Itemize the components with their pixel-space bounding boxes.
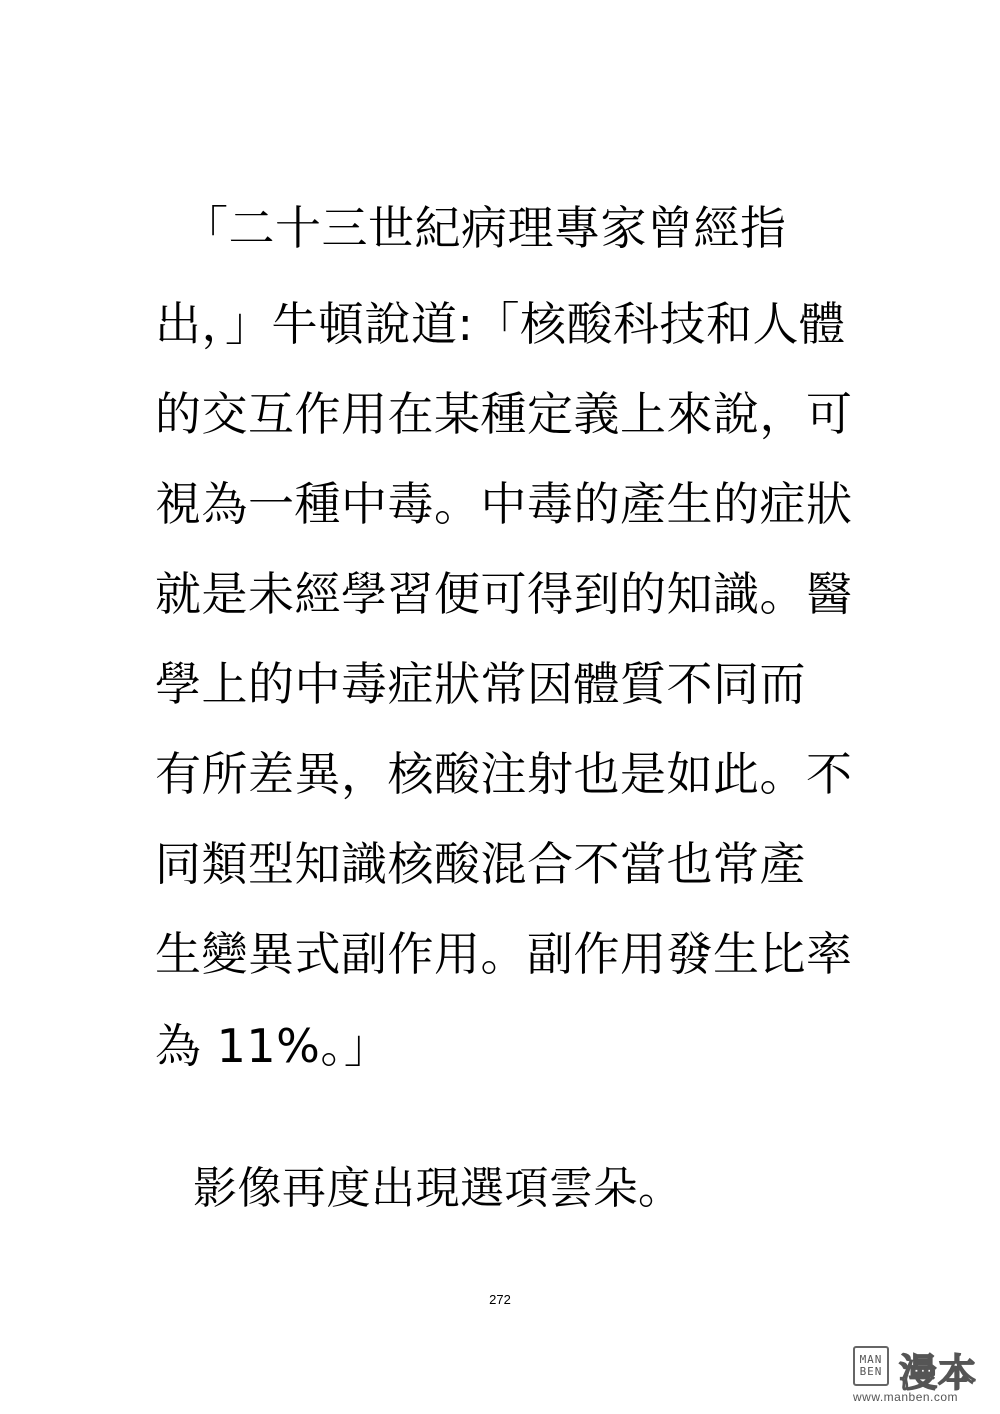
text-line-4: 視為一種中毒。中毒的產生的症狀 xyxy=(155,477,853,531)
page-number: 272 xyxy=(489,1292,511,1307)
text-line-5: 就是未經學習便可得到的知識。醫 xyxy=(155,567,853,621)
watermark-url: www.manben.com xyxy=(853,1390,959,1404)
text-line-8: 同類型知識核酸混合不當也常產 xyxy=(155,837,806,891)
text-line-6: 學上的中毒症狀常因體質不同而 xyxy=(155,657,806,711)
text-line-2: 出，」牛頓說道:「核酸科技和人體 xyxy=(155,297,846,351)
text-line-1: 「二十三世紀病理專家曾經指 xyxy=(182,201,787,255)
narration-line: 影像再度出現選項雲朵。 xyxy=(193,1163,683,1214)
text-line-3: 的交互作用在某種定義上來說，可 xyxy=(155,387,853,441)
text-line-9: 生變異式副作用。副作用發生比率 xyxy=(155,927,853,981)
text-line-7: 有所差異，核酸注射也是如此。不 xyxy=(155,747,853,801)
watermark-logo-icon: MAN BEN xyxy=(853,1346,889,1386)
text-line-10: 為 11%。」 xyxy=(155,1019,391,1073)
site-watermark xyxy=(853,1346,993,1404)
watermark-site-name: 漫本 xyxy=(899,1351,978,1395)
